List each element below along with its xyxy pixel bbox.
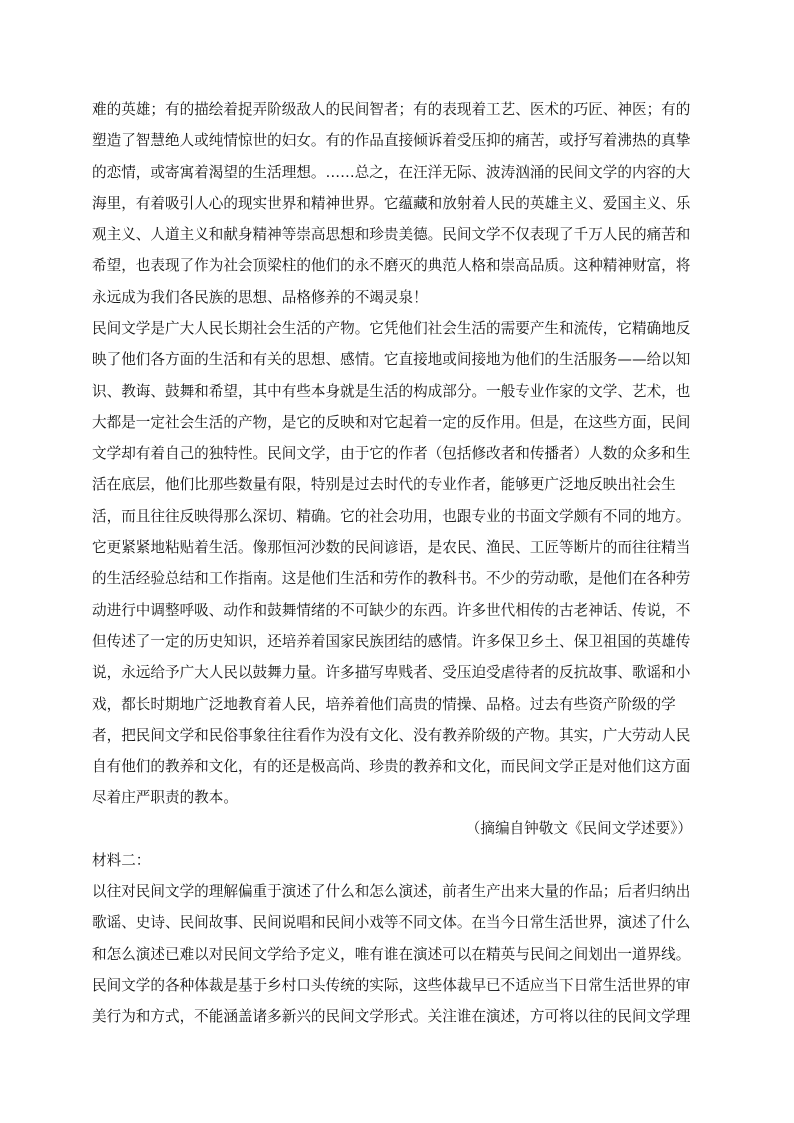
text-line: 映了他们各方面的生活和有关的思想、感情。它直接地或间接地为他们的生活服务——给以知 <box>92 351 691 369</box>
text-line: 动进行中调整呼吸、动作和鼓舞情绪的不可缺少的东西。许多世代相传的古老神话、传说，不 <box>92 601 691 619</box>
text-line: 的恋情，或寄寓着渴望的生活理想。……总之，在汪洋无际、波涛汹涌的民间文学的内容的大 <box>92 163 691 181</box>
text-line: 者，把民间文学和民俗事象往往看作为没有文化、没有教养阶级的产物。其实，广大劳动人民 <box>92 726 691 744</box>
text-line: 美行为和方式，不能涵盖诸多新兴的民间文学形式。关注谁在演述，方可将以往的民间文学理 <box>92 1008 691 1026</box>
text-line: 观主义、人道主义和献身精神等崇高思想和珍贵美德。民间文学不仅表现了千万人民的痛苦和 <box>92 226 691 244</box>
text-line: 它更紧紧地粘贴着生活。像那恒河沙数的民间谚语，是农民、渔民、工匠等断片的而往往精当 <box>92 539 691 557</box>
text-line: 和怎么演述已难以对民间文学给予定义，唯有谁在演述可以在精英与民间之间划出一道界线。 <box>92 945 691 963</box>
text-line: 大都是一定社会生活的产物，是它的反映和对它起着一定的反作用。但是，在这些方面，民间 <box>92 413 691 431</box>
text-line: 活，而且往往反映得那么深切、精确。它的社会功用，也跟专业的书面文学颇有不同的地方。 <box>92 507 691 525</box>
source-citation: （摘编自钟敬文《民间文学述要》） <box>465 820 692 837</box>
text-line: 以往对民间文学的理解偏重于演述了什么和怎么演述，前者生产出来大量的作品；后者归纳出 <box>92 883 691 900</box>
text-line: 戏，都长时期地广泛地教育着人民，培养着他们高贵的情操、品格。过去有些资产阶级的学 <box>92 695 676 713</box>
text-line: 希望，也表现了作为社会顶梁柱的他们的永不磨灭的典范人格和崇高品质。这种精神财富，将 <box>92 257 691 275</box>
text-line: 文学却有着自己的独特性。民间文学，由于它的作者（包括修改者和传播者）人数的众多和生 <box>92 445 691 463</box>
text-line: 塑造了智慧绝人或纯情惊世的妇女。有的作品直接倾诉着受压抑的痛苦，或抒写着沸热的真挚 <box>92 132 691 150</box>
text-line: 民间文学是广大人民长期社会生活的产物。它凭他们社会生活的需要产生和流传，它精确地反 <box>92 320 691 337</box>
paragraph-3 <box>92 876 712 1032</box>
text-line: 说，永远给予广大人民以鼓舞力量。许多描写卑贱者、受压迫受虐待者的反抗故事、歌谣和小 <box>92 664 691 682</box>
text-line: 民间文学的各种体裁是基于乡村口头传统的实际，这些体裁早已不适应当下日常生活世界的审 <box>92 976 691 994</box>
paragraph-1 <box>92 94 712 313</box>
text-line: 自有他们的教养和文化，有的还是极高尚、珍贵的教养和文化，而民间文学正是对他们这方面 <box>92 758 691 776</box>
text-line: 识、教诲、鼓舞和希望，其中有些本身就是生活的构成部分。一般专业作家的文学、艺术，也 <box>92 382 691 400</box>
text-line: 海里，有着吸引人心的现实世界和精神世界。它蕴藏和放射着人民的英雄主义、爱国主义、乐 <box>92 194 691 212</box>
text-line: 的生活经验总结和工作指南。这是他们生活和劳作的教科书。不少的劳动歌，是他们在各种劳 <box>92 570 691 588</box>
text-line: 尽着庄严职责的教本。 <box>92 789 238 807</box>
text-line: 但传述了一定的历史知识，还培养着国家民族团结的感情。许多保卫乡土、保卫祖国的英雄传 <box>92 632 691 650</box>
text-line: 难的英雄；有的描绘着捉弄阶级敌人的民间智者；有的表现着工艺、医术的巧匠、神医；有的 <box>92 101 691 118</box>
paragraph-2 <box>92 313 712 814</box>
text-line: 活在底层，他们比那些数量有限，特别是过去时代的专业作者，能够更广泛地反映出社会生 <box>92 476 676 494</box>
text-line: 歌谣、史诗、民间故事、民间说唱和民间小戏等不同文体。在当今日常生活世界，演述了什么 <box>92 914 691 932</box>
text-line: 永远成为我们各民族的思想、品格修养的不竭灵泉！ <box>92 288 428 306</box>
material-2-heading: 材料二： <box>92 852 151 869</box>
